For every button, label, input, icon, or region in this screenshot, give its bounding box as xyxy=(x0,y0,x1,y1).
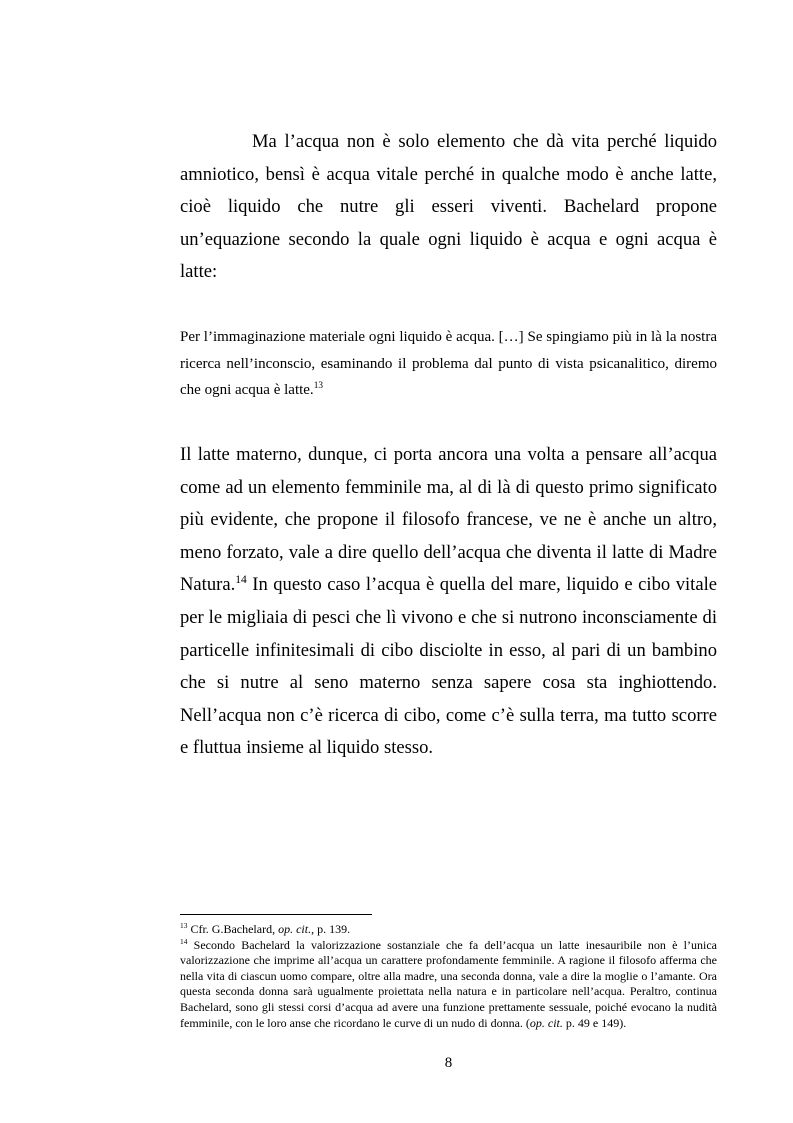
footnote-13 xyxy=(180,922,717,938)
footnote-13-page: , p. 139. xyxy=(311,922,351,936)
footnote-14-page: p. 49 e 149). xyxy=(562,1015,627,1030)
block-quote xyxy=(180,324,717,404)
page-number: 8 xyxy=(444,1055,453,1071)
footnote-number-14: 14 xyxy=(180,936,188,946)
footnote-separator xyxy=(180,914,372,915)
body-paragraph-2-text-start: Il latte materno, dunque, ci porta ancora una volta a pensare all’acqua come ad un elemento femminile ma, al di là di questo primo significato più evidente, che propone il filosofo francese, ve ne è anche un altro, meno forzato, vale a dire quello dell’acqua che diventa il latte di Madre Natura. xyxy=(180,444,717,596)
footnote-13-text: Cfr. G.Bachelard, xyxy=(187,922,279,936)
footnote-13-citation: op. cit. xyxy=(278,922,312,936)
footnote-reference-13[interactable]: 13 xyxy=(313,381,323,392)
body-paragraph-2-text-end: In questo caso l’acqua è quella del mare, liquido e cibo vitale per le migliaia di pesci che lì vivono e che si nutrono inconsciamente di particelle infinitesimali di cibo disciolte in esso, al pari di un bambino che si nutre al seno materno senza sapere cosa sta inghiottendo. Nell’acqua non c’è ricerca di cibo, come c’è sulla terra, ma tutto scorre e fluttua insieme al liquido stesso. xyxy=(180,574,717,759)
footnote-number-13: 13 xyxy=(180,921,188,930)
body-paragraph-2 xyxy=(180,439,717,765)
body-paragraph-1: Ma l’acqua non è solo elemento che dà vita perché liquido amniotico, bensì è acqua vitale perché in qualche modo è anche latte, cioè liquido che nutre gli esseri viventi. Bachelard propone un’equazione secondo la quale ogni liquido è acqua e ogni acqua è latte: xyxy=(180,131,717,283)
footnote-14 xyxy=(180,938,717,1032)
footnote-14-citation: op. cit. xyxy=(529,1015,563,1030)
block-quote-text: Per l’immaginazione materiale ogni liquido è acqua. […] Se spingiamo più in là la nostra ricerca nell’inconscio, esaminando il problema dal punto di vista psicanalitico, diremo che ogni acqua è latte. xyxy=(180,329,717,399)
footnote-14-text: Secondo Bachelard la valorizzazione sostanziale che fa dell’acqua un latte inesauribile non è l’unica valorizzazione che imprime all’acqua un carattere profondamente femminile. A ragione il filosofo afferma che nella vita di ciascun uomo compare, oltre alla madre, una seconda donna, vale a dire la moglie o l’amante. Ora questa seconda donna sarà ugualmente proiettata nella natura e in particolare nell’acqua. Peraltro, continua Bachelard, sono gli stessi corsi d’acqua ad avere una funzione prettamente sessuale, poiché evocano la nudità femminile, con le loro anse che ricordano le curve di un nudo di donna. ( xyxy=(180,937,717,1030)
footnotes xyxy=(180,922,717,1031)
footnote-reference-14[interactable]: 14 xyxy=(235,574,247,587)
